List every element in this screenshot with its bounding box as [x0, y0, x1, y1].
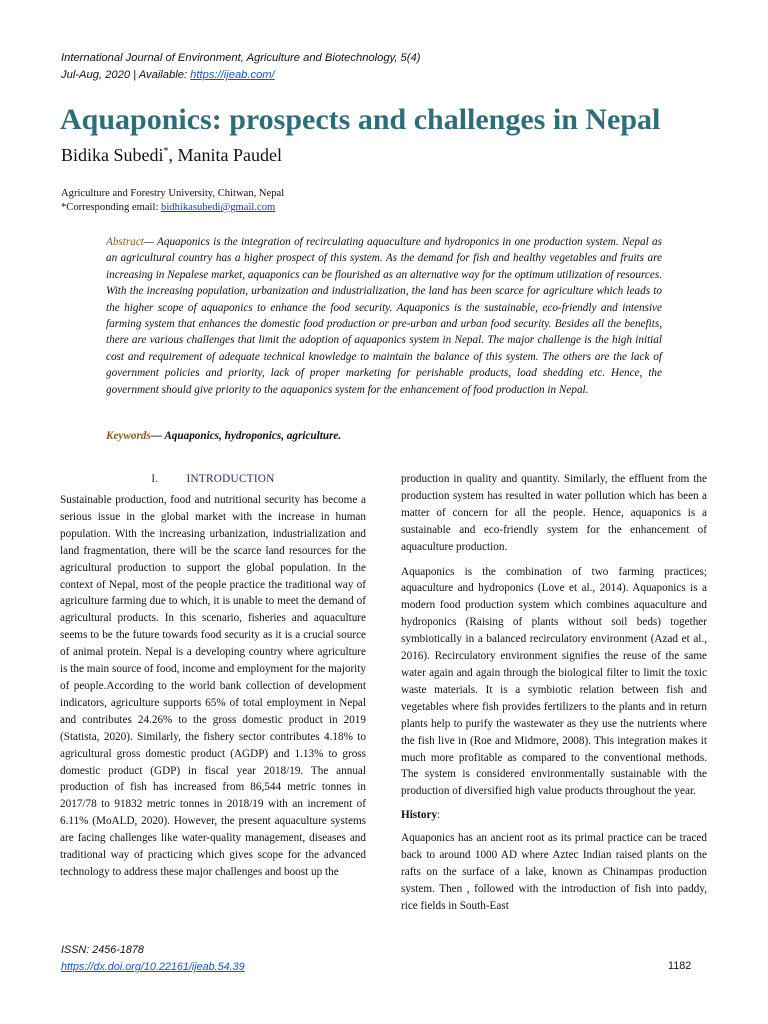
keywords-dash: — — [150, 430, 165, 442]
author-2: Manita Paudel — [177, 145, 282, 165]
keywords — [106, 430, 341, 442]
corresponding-mark: * — [163, 146, 169, 157]
abstract-text: Aquaponics is the integration of recirculating aquaculture and hydroponics in one production system. Nepal as an agricultural country has a higher prospect of this system. As the demand for fish and healthy vegetables and fruits are increasing in Nepalese market, aquaponics can be flourished as an alternative way for the optimum utilization of resources. With the increasing population, urbanization and industrialization, the land has been scarce for agriculture which leads to the higher scope of aquaponics to enhance the food security. Aquaponics is the sustainable, eco-friendly and intensive farming system that enhances the domestic food production or pre-urban and urban food security. Besides all the benefits, there are various challenges that limit the adoption of aquaponics system in Nepal. The major challenge is the high initial cost and requirement of adequate technical knowledge to maintain the balance of this system. The others are the lack of government policies and priority, lack of proper marketing for perishable products, load shedding etc. Hence, the government should give priority to the aquaponics system for the enhancement of food production in Nepal. — [106, 236, 662, 396]
paragraph-history: Aquaponics has an ancient root as its primal practice can be traced back to around 1000 AD where Aztec Indian raised plants on the rafts on the surface of a lake, known as Chinampas production system. Then , followed with the introduction of fish into paddy, rice fields in South-East — [401, 832, 707, 912]
journal-name: International Journal of Environment, Agriculture and Biotechnology, 5(4) — [61, 52, 421, 64]
paragraph-effluent: production in quality and quantity. Similarly, the effluent from the production system has resulted in water pollution which has been a matter of concern for all the people. Hence, aquaponics is a sustainable and eco-friendly system for the enhancement of aquaculture production. — [401, 473, 707, 553]
page-footer — [61, 942, 245, 976]
abstract-dash: — — [143, 236, 158, 248]
author-separator: , — [168, 145, 178, 165]
author-list — [61, 145, 282, 166]
doi-link[interactable]: https://dx.doi.org/10.22161/ijeab.54.39 — [61, 961, 245, 973]
issn: ISSN: 2456-1878 — [61, 944, 144, 956]
section-title: INTRODUCTION — [186, 473, 275, 485]
paragraph-aquaponics-definition: Aquaponics is the combination of two farming practices; aquaculture and hydroponics (Love et al., 2014). Aquaponics is a modern food production system which combines aquaculture and hydroponics (Raising of plants without soil beds) together symbiotically in a balanced recirculatory environment (Azad et al., 2016). Recirculatory environment signifies the reuse of the same water again and again through the biological filter to limit the toxic waste materials. It is a symbiotic relation between fish and vegetables where fish provides fertilizers to the plants and in return plants help to purify the wastewater as they use the nutrients where the fish live in (Roe and Midmore, 2008). This integration makes it much more profitable as compared to the conventional methods. The system is considered environmentally sustainable with the production of diversified high value products throughout the year. — [401, 565, 707, 798]
journal-issue-line — [61, 67, 420, 84]
section-heading-introduction — [60, 473, 366, 485]
author-1: Bidika Subedi — [61, 145, 164, 165]
corresponding-email-line — [61, 201, 284, 215]
history-heading-text: History — [401, 809, 438, 822]
keywords-label: Keywords — [106, 430, 151, 442]
keywords-text: Aquaponics, hydroponics, agriculture. — [164, 430, 342, 442]
abstract-label: Abstract — [106, 236, 144, 248]
intro-right-column — [401, 471, 707, 915]
paper-title: Aquaponics: prospects and challenges in Nepal — [60, 103, 661, 136]
history-heading — [401, 807, 707, 824]
abstract — [106, 234, 662, 398]
history-colon: : — [437, 809, 441, 822]
journal-url-link[interactable]: https://ijeab.com/ — [190, 69, 275, 81]
page-number: 1182 — [668, 960, 692, 972]
section-number: I. — [151, 473, 159, 485]
affiliation-block — [61, 187, 284, 215]
affiliation: Agriculture and Forestry University, Chitwan, Nepal — [61, 188, 285, 199]
intro-left-column: Sustainable production, food and nutritional security has become a serious issue in the global market with the increase in human population. With the increasing urbanization, industrialization and land fragmentation, there will be the scarce land resources for the agricultural production to support the global population. In the context of Nepal, most of the people practice the traditional way of agriculture farming due to which, it is unable to meet the demand of agricultural products. In this scenario, fisheries and aquaculture seems to be the future towards food security as it is a crucial source of animal protein. Nepal is a developing country where agriculture is the main source of food, income and employment for the majority of people.According to the world bank collection of development indicators, agriculture supports 65% of total employment in Nepal and contributes 24.26% to the gross domestic product in 2019 (Statista, 2020). Similarly, the fishery sector contributes 4.18% to agricultural gross domestic product (AGDP) and 1.13% to gross domestic product (GDP) in fiscal year 2018/19. The annual production of fish has increased from 86,544 metric tonnes in 2017/78 to 91832 metric tonnes in 2018/19 with an increment of 6.11% (MoALD, 2020). However, the present aquaculture systems are facing challenges like water-quality management, diseases and traditional way of practicing which gives scope for the advanced technology to address these major challenges and boost up the — [60, 494, 366, 878]
issue-text: Jul-Aug, 2020 | Available: — [61, 69, 191, 81]
journal-header — [61, 50, 420, 84]
email-label: *Corresponding email: — [61, 202, 162, 213]
email-link[interactable]: bidhikasubedi@gmail.com — [161, 202, 276, 213]
